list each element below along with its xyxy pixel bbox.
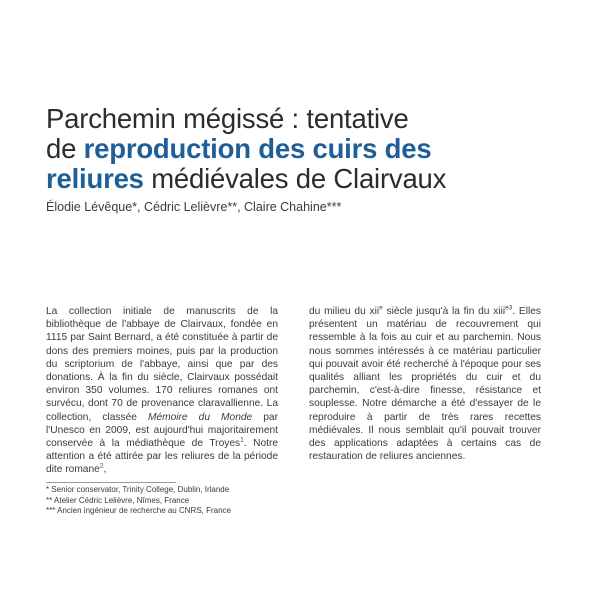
footnote: * Senior conservator, Trinity College, Dublin, Irlande: [46, 485, 230, 494]
footnote: ** Atelier Cédric Lelièvre, Nîmes, France: [46, 495, 190, 505]
footnote: *** Ancien ingénieur de recherche au CNRS, France: [46, 506, 231, 515]
title-highlight: reproduction des cuirs des: [83, 133, 432, 164]
footnotes: [46, 485, 306, 517]
body-paragraph: du milieu du xii$^e$ siècle jusqu'à la fin du xiii$^{e3}$. Elles présentent un matériau de recouvrement qui ressemble à la fois au cuir et au parchemin. Nous nous sommes intéressés à ce matériau particulier qui pouvait avoir été recherché à l'époque pour ses qualités alliant les propriétés du cuir et du parchemin, c'est-à-dire finesse, résistance et souplesse. Notre démarche a été d'essayer de le reproduire à partir de très rares recettes médiévales. Il nous semblait qu'il pouvait trouver des applications adaptées à certains cas de restauration de reliures anciennes.: [309, 304, 542, 463]
footnote-divider: [46, 482, 176, 483]
footnote-ref[interactable]: 2: [99, 463, 104, 471]
title-text: de: [46, 133, 84, 164]
author-list: Élodie Lévêque*, Cédric Lelièvre**, Claire Chahine***: [46, 200, 342, 214]
article-title: [46, 104, 566, 194]
body-column-left: [46, 305, 278, 477]
title-text: médiévales de Clairvaux: [143, 163, 447, 194]
footnote-ref[interactable]: 1: [240, 436, 244, 444]
footnote-ref[interactable]: 3: [508, 304, 513, 312]
emphasis-title: Mémoire du Monde: [147, 411, 253, 423]
title-highlight: reliures: [46, 163, 144, 194]
article-header: [46, 104, 566, 214]
title-line-1: Parchemin mégissé : tentative: [46, 103, 409, 134]
body-column-right: [309, 305, 541, 463]
body-paragraph: La collection initiale de manuscrits de la bibliothèque de l'abbaye de Clairvaux, fondée en 1115 par Saint Bernard, a été constituée à partir de dons des premiers moines, puis par la production du scriptorium de l'abbaye, ainsi que par des donations. À la fin du siècle, Clairvaux possédait environ 350 volumes. 170 reliures romanes ont survécu, dont 70 de provenance claravallienne. La collection, classée Mémoire du Monde par l'Unesco en 2009, est aujourd'hui majoritairement conservée à la médiathèque de Troyes$^1$. Notre attention a été attirée par les reliures de la période dite romane$^2$,: [46, 306, 278, 476]
